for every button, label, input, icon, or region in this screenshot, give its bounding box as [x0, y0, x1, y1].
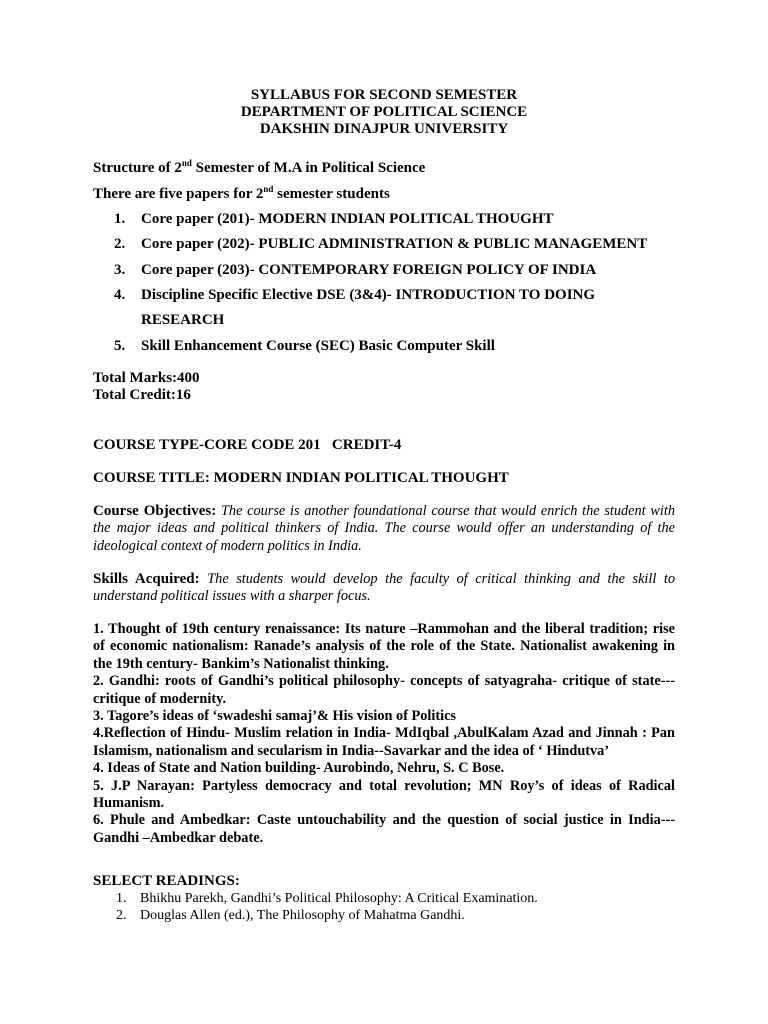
- total-marks: Total Marks:400: [93, 370, 200, 386]
- units-list: [93, 621, 675, 847]
- unit-item: 4.Reflection of Hindu- Muslim relation in India- MdIqbal ,AbulKalam Azad and Jinnah : Pan Islamism, nationalism and secularism in India--Savarkar and the idea of ‘ Hindutva’: [93, 725, 675, 759]
- unit-item: 3. Tagore’s ideas of ‘swadeshi samaj’& His vision of Politics: [93, 708, 456, 725]
- paper-item: 4. Discipline Specific Elective DSE (3&4)- INTRODUCTION TO DOING: [114, 287, 596, 303]
- unit-item: 2. Gandhi: roots of Gandhi’s political philosophy- concepts of satyagraha- critique of state---critique of modernity.: [93, 673, 675, 707]
- paper-item: 5. Skill Enhancement Course (SEC) Basic Computer Skill: [114, 338, 495, 354]
- course-title: COURSE TITLE: MODERN INDIAN POLITICAL THOUGHT: [93, 470, 509, 486]
- papers-intro-line: There are five papers for 2nd semester students: [93, 184, 390, 202]
- structure-line: Structure of 2nd Semester of M.A in Political Science: [93, 158, 426, 176]
- readings-heading: SELECT READINGS:: [93, 873, 240, 889]
- course-objectives: Course Objectives: The course is another foundational course that would enrich the student with the major ideas and political thinkers of India. The course would offer an understanding of the ideological context of modern politics in India.: [93, 503, 675, 554]
- course-type: COURSE TYPE-CORE CODE 201 CREDIT-4: [93, 437, 402, 453]
- paper-item: 3. Core paper (203)- CONTEMPORARY FOREIGN POLICY OF INDIA: [114, 262, 597, 278]
- reading-item: 2. Douglas Allen (ed.), The Philosophy of Mahatma Gandhi.: [116, 908, 465, 923]
- paper-item: 2. Core paper (202)- PUBLIC ADMINISTRATION & PUBLIC MANAGEMENT: [114, 236, 648, 252]
- department-heading: DEPARTMENT OF POLITICAL SCIENCE: [240, 104, 528, 120]
- paper-item: 1. Core paper (201)- MODERN INDIAN POLITICAL THOUGHT: [114, 211, 554, 227]
- university-heading: DAKSHIN DINAJPUR UNIVERSITY: [259, 121, 509, 137]
- total-credit: Total Credit:16: [93, 387, 191, 403]
- unit-item: 1. Thought of 19th century renaissance: Its nature –Rammohan and the liberal tradition; rise of economic nationalism: Ranade’s analysis of the role of the State. Nationalist awakening in the 19th century- Bankim’s Nationalist thinking.: [93, 621, 675, 672]
- unit-item: 4. Ideas of State and Nation building- Aurobindo, Nehru, S. C Bose.: [93, 760, 505, 777]
- reading-item: 1. Bhikhu Parekh, Gandhi’s Political Philosophy: A Critical Examination.: [116, 891, 538, 906]
- syllabus-heading: SYLLABUS FOR SECOND SEMESTER: [250, 87, 518, 103]
- unit-item: 6. Phule and Ambedkar: Caste untouchability and the question of social justice in India---Gandhi –Ambedkar debate.: [93, 812, 675, 846]
- unit-item: 5. J.P Narayan: Partyless democracy and total revolution; MN Roy’s of ideas of Radical Humanism.: [93, 777, 675, 812]
- paper-item-continuation: RESEARCH: [141, 312, 225, 328]
- skills-acquired: Skills Acquired: The students would develop the faculty of critical thinking and the skill to understand political issues with a sharper focus.: [93, 571, 676, 605]
